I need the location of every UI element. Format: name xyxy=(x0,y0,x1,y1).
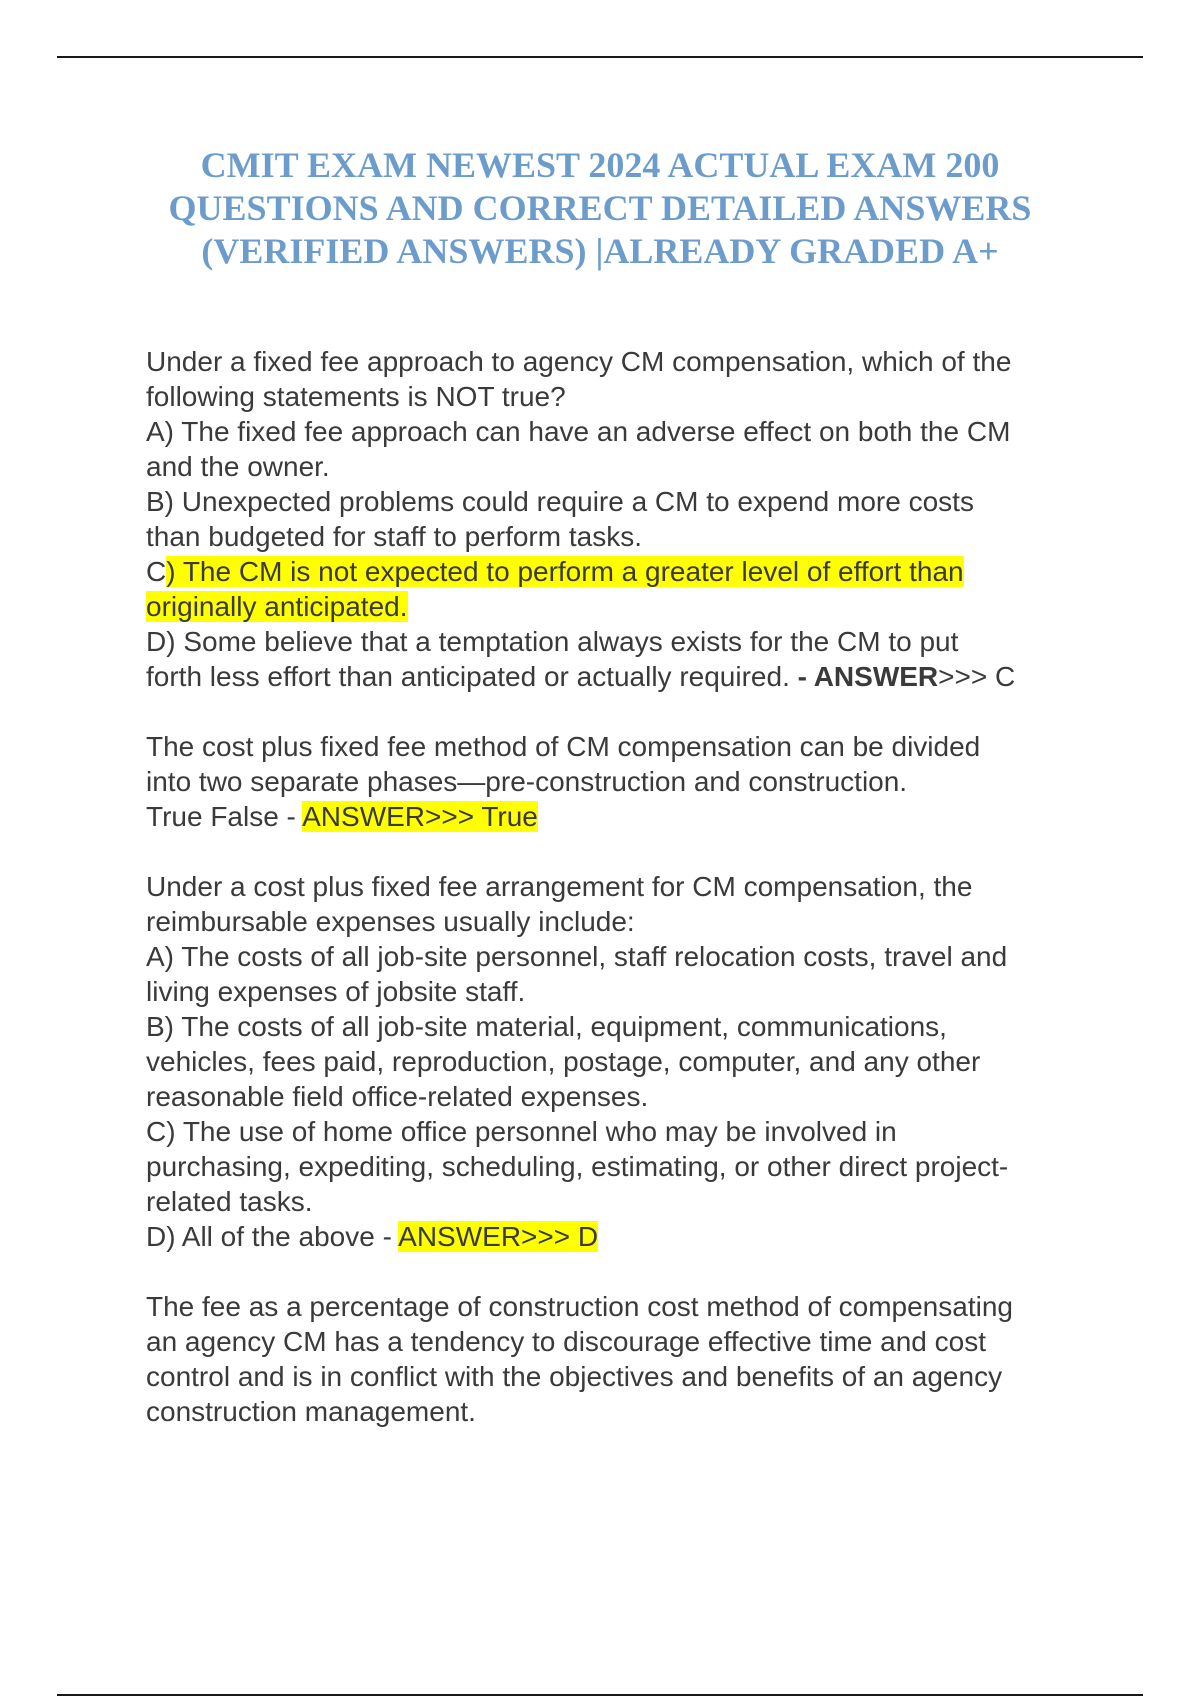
spacer xyxy=(146,834,1096,869)
document-title xyxy=(0,144,1200,273)
option-c: C) The use of home office personnel who may be involved in xyxy=(146,1116,897,1147)
question-text: following statements is NOT true? xyxy=(146,381,566,412)
question-3 xyxy=(146,869,1096,1254)
question-text: control and is in conflict with the objectives and benefits of an agency xyxy=(146,1361,1003,1392)
option-c: purchasing, expediting, scheduling, estimating, or other direct project- xyxy=(146,1151,1009,1182)
option-b: B) The costs of all job-site material, equipment, communications, xyxy=(146,1011,947,1042)
option-d xyxy=(146,659,1096,694)
option-b: reasonable field office-related expenses. xyxy=(146,1081,649,1112)
option-c-letter: C xyxy=(146,556,167,587)
option-b: than budgeted for staff to perform tasks. xyxy=(146,521,642,552)
question-text: construction management. xyxy=(146,1396,476,1427)
option-d: D) Some believe that a temptation always exists for the CM to put xyxy=(146,626,959,657)
question-1 xyxy=(146,344,1096,694)
answer-value: >>> C xyxy=(938,661,1016,692)
answer-label: - ANSWER xyxy=(797,661,939,692)
option-b: vehicles, fees paid, reproduction, postage, computer, and any other xyxy=(146,1046,981,1077)
question-text: reimbursable expenses usually include: xyxy=(146,906,635,937)
spacer xyxy=(146,1254,1096,1289)
option-a: living expenses of jobsite staff. xyxy=(146,976,526,1007)
highlighted-answer-text: ) The CM is not expected to perform a greater level of effort than xyxy=(166,556,964,587)
option-c: related tasks. xyxy=(146,1186,313,1217)
highlighted-answer: ANSWER>>> True xyxy=(302,801,538,832)
question-text: Under a cost plus fixed fee arrangement for CM compensation, the xyxy=(146,871,973,902)
option-a: and the owner. xyxy=(146,451,330,482)
question-text: into two separate phases—pre-construction and construction. xyxy=(146,766,908,797)
true-false-options: True False - xyxy=(146,801,303,832)
highlighted-answer: ANSWER>>> D xyxy=(398,1221,599,1252)
title-line: QUESTIONS AND CORRECT DETAILED ANSWERS xyxy=(168,188,1032,228)
question-text: The fee as a percentage of construction cost method of compensating xyxy=(146,1291,1013,1322)
question-text: an agency CM has a tendency to discourage effective time and cost xyxy=(146,1326,986,1357)
option-a: A) The fixed fee approach can have an adverse effect on both the CM xyxy=(146,416,1011,447)
spacer xyxy=(146,694,1096,729)
option-d-text: forth less effort than anticipated or actually required. xyxy=(146,661,798,692)
footer-rule xyxy=(57,1694,1143,1696)
option-d xyxy=(146,1219,1096,1254)
question-text: The cost plus fixed fee method of CM compensation can be divided xyxy=(146,731,981,762)
title-line: (VERIFIED ANSWERS) |ALREADY GRADED A+ xyxy=(201,231,999,271)
question-list xyxy=(146,344,1096,1429)
question-4 xyxy=(146,1289,1096,1429)
option-c xyxy=(146,589,1096,624)
header-rule xyxy=(57,56,1143,58)
highlighted-answer-text: originally anticipated. xyxy=(146,591,408,622)
option-b: B) Unexpected problems could require a CM to expend more costs xyxy=(146,486,974,517)
question-text: Under a fixed fee approach to agency CM compensation, which of the xyxy=(146,346,1012,377)
question-2 xyxy=(146,729,1096,834)
option-c xyxy=(146,554,1096,589)
answer-line xyxy=(146,799,1096,834)
title-line: CMIT EXAM NEWEST 2024 ACTUAL EXAM 200 xyxy=(200,145,1000,185)
option-d-text: D) All of the above - xyxy=(146,1221,399,1252)
option-a: A) The costs of all job-site personnel, staff relocation costs, travel and xyxy=(146,941,1008,972)
